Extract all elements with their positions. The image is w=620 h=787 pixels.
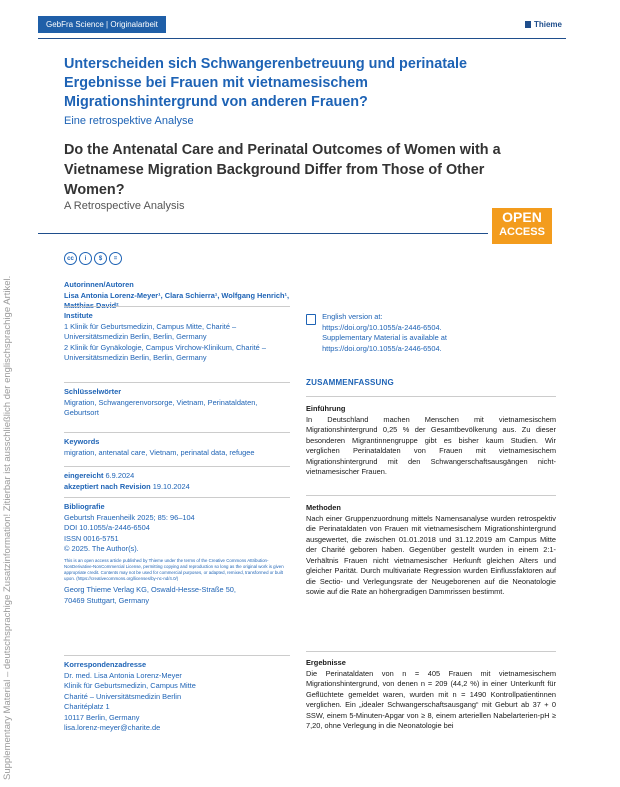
publisher-address: Georg Thieme Verlag KG, Oswald-Hesse-Straße 50, <box>64 585 236 595</box>
divider <box>306 396 556 397</box>
correspondence-line: Dr. med. Lisa Antonia Lorenz-Meyer <box>64 670 182 680</box>
authors-label: Autorinnen/Autoren <box>64 280 134 289</box>
authors-names: Lisa Antonia Lorenz-Meyer¹, Clara Schierra¹, Wolfgang Henrich¹, Matthias David² <box>64 290 290 310</box>
nc-icon: $ <box>94 252 107 265</box>
supplementary-link[interactable]: https://doi.org/10.1055/a-2446-6504. <box>322 343 442 353</box>
bibliography-line: ISSN 0016-5751 <box>64 533 119 543</box>
institute-item: 2 Klinik für Gynäkologie, Campus Virchow-Klinikum, Charité – Universitätsmedizin Berlin, Berlin, Germany <box>64 342 266 362</box>
methods-text: Nach einer Gruppenzuordnung mittels Namensanalyse wurden retrospektiv die Perinataldaten von Frauen mit vietnamesischem Migrationshintergrund ausgewertet, die zwischen 01.01.2018 und 31.12.2019 am Campus Mitte der Charité geboren haben. Gegenüber gestellt wurden in einem 2:1-Verhältnis Frauen nicht vietnamesischer Herkunft gleichen Alters und gleicher Parität. Durch multivariate Regression wurden Einflussfaktoren auf die Sectio- und Verlegungsrate der Neugeborenen auf die Neonatologie sowie auf die Rate an höhergradigen Dammrissen bestimmt. <box>306 513 556 596</box>
publisher-logo: Thieme <box>525 20 562 29</box>
license-icons <box>64 252 122 265</box>
divider <box>64 466 290 467</box>
keywords-de-label: Schlüsselwörter <box>64 387 122 396</box>
bibliography-label: Bibliografie <box>64 502 105 511</box>
results-label: Ergebnisse <box>306 658 346 667</box>
license-text: This is an open access article published by Thieme under the terms of the Creative Commons Attribution-NonDerivative-NonCommercial License, permitting copying and reproduction so long as the original work is given appropriate credit. Contents may not be used for commercial purposes, or adapted, remixed, transformed or built upon. (https://creativecommons.org/licenses/by-nc-nd/4.0/) <box>64 557 284 582</box>
divider <box>64 497 290 498</box>
accepted-date: 19.10.2024 <box>152 481 190 491</box>
institute-block <box>64 311 290 364</box>
correspondence-line: 10117 Berlin, Germany <box>64 712 140 722</box>
abstract-intro <box>306 404 556 478</box>
keywords-en-block <box>64 437 290 458</box>
intro-label: Einführung <box>306 404 346 413</box>
section-tag: GebFra Science | Originalarbeit <box>38 16 166 33</box>
divider <box>64 306 290 307</box>
methods-label: Methoden <box>306 503 341 512</box>
english-version-link[interactable]: https://doi.org/10.1055/a-2446-6504. <box>322 322 442 332</box>
divider <box>64 655 290 656</box>
links-block <box>306 312 556 354</box>
intro-text: In Deutschland machen Menschen mit vietnamesischem Migrationshintergrund 0,25 % der Gesamtbevölkerung aus. Zu dieser besonderen Migrantinnengruppe gibt es bisher kaum Studien. Wir verglichen Perinataldaten von Frauen mit vietnamesischem Migrationshintergrund mit den Schwangerschaftsausgängen nicht-vietnamesischer Frauen. <box>306 414 556 476</box>
keywords-de-block <box>64 387 290 419</box>
abstract-methods <box>306 503 556 598</box>
bibliography-line: DOI 10.1055/a-2446-6504 <box>64 523 150 532</box>
publisher-address: 70469 Stuttgart, Germany <box>64 595 150 605</box>
bibliography-line: Geburtsh Frauenheilk 2025; 85: 96–104 <box>64 512 195 522</box>
title-german: Unterscheiden sich Schwangerenbetreuung und perinatale Ergebnisse bei Frauen mit vietnamesischem Migrationshintergrund von anderen Frauen? <box>64 56 468 110</box>
supplementary-label: Supplementary Material is available at <box>322 333 447 342</box>
correspondence-email[interactable]: lisa.lorenz-meyer@charite.de <box>64 723 161 732</box>
document-icon <box>306 314 316 325</box>
abstract-heading: ZUSAMMENFASSUNG <box>306 378 394 387</box>
accepted-label: akzeptiert nach Revision <box>64 481 151 491</box>
header-bar <box>38 16 566 39</box>
subtitle-german: Eine retrospektive Analyse <box>64 115 194 127</box>
dates-block <box>64 471 290 492</box>
title-english: Do the Antenatal Care and Perinatal Outcomes of Women with a Vietnamese Migration Background Differ from Those of Other Women? <box>64 142 501 198</box>
correspondence-line: Charité – Universitätsmedizin Berlin <box>64 691 182 701</box>
open-access-line1: OPEN <box>502 209 542 225</box>
divider <box>306 651 556 652</box>
keywords-en-text: migration, antenatal care, Vietnam, perinatal data, refugee <box>64 447 255 457</box>
keywords-de-text: Migration, Schwangerenvorsorge, Vietnam, Perinataldaten, Geburtsort <box>64 397 258 417</box>
divider <box>64 382 290 383</box>
open-access-line2: ACCESS <box>499 226 545 238</box>
side-note: Supplementary Material – deutschsprachige Zusatzinformation! Zitierbar ist ausschließlich der englischsprachige Artikel. <box>2 275 13 780</box>
institute-label: Institute <box>64 311 93 320</box>
nd-icon: = <box>109 252 122 265</box>
keywords-en-label: Keywords <box>64 437 100 446</box>
institute-item: 1 Klinik für Geburtsmedizin, Campus Mitte, Charité – Universitätsmedizin Berlin, Berlin, Germany <box>64 321 237 341</box>
received-label: eingereicht <box>64 471 104 480</box>
abstract-results <box>306 658 556 732</box>
correspondence-block <box>64 660 290 734</box>
divider <box>306 495 556 496</box>
results-text: Die Perinataldaten von n = 405 Frauen mit vietnamesischem Migrationshintergrund, von denen n = 209 (44,2 %) in einer Unterkunft für Geflüchtete gemeldet waren, wurden mit n = 1490 Kontrollpatientinnen verglichen. Ein „idealer Schwangerschaftsausgang“ mit Geburt ab 37 + 0 SSW, einem 5-Minuten-Apgar von ≥ 8, einem arteriellen Nabelarterien-pH ≥ 7,20, ohne Verlegung in die Neonatologie bei <box>306 668 556 730</box>
bibliography-line: © 2025. The Author(s). <box>64 544 139 553</box>
correspondence-line: Charitéplatz 1 <box>64 702 110 711</box>
open-access-badge <box>492 208 552 244</box>
title-divider <box>38 233 488 234</box>
cc-icon: cc <box>64 252 77 265</box>
received-date: 6.9.2024 <box>105 471 135 480</box>
correspondence-label: Korrespondenzadresse <box>64 660 147 669</box>
bibliography-block <box>64 502 290 606</box>
subtitle-english: A Retrospective Analysis <box>64 200 185 212</box>
by-icon: i <box>79 252 92 265</box>
divider <box>64 432 290 433</box>
correspondence-line: Klinik für Geburtsmedizin, Campus Mitte <box>64 681 196 690</box>
english-version-label: English version at: <box>322 312 383 321</box>
